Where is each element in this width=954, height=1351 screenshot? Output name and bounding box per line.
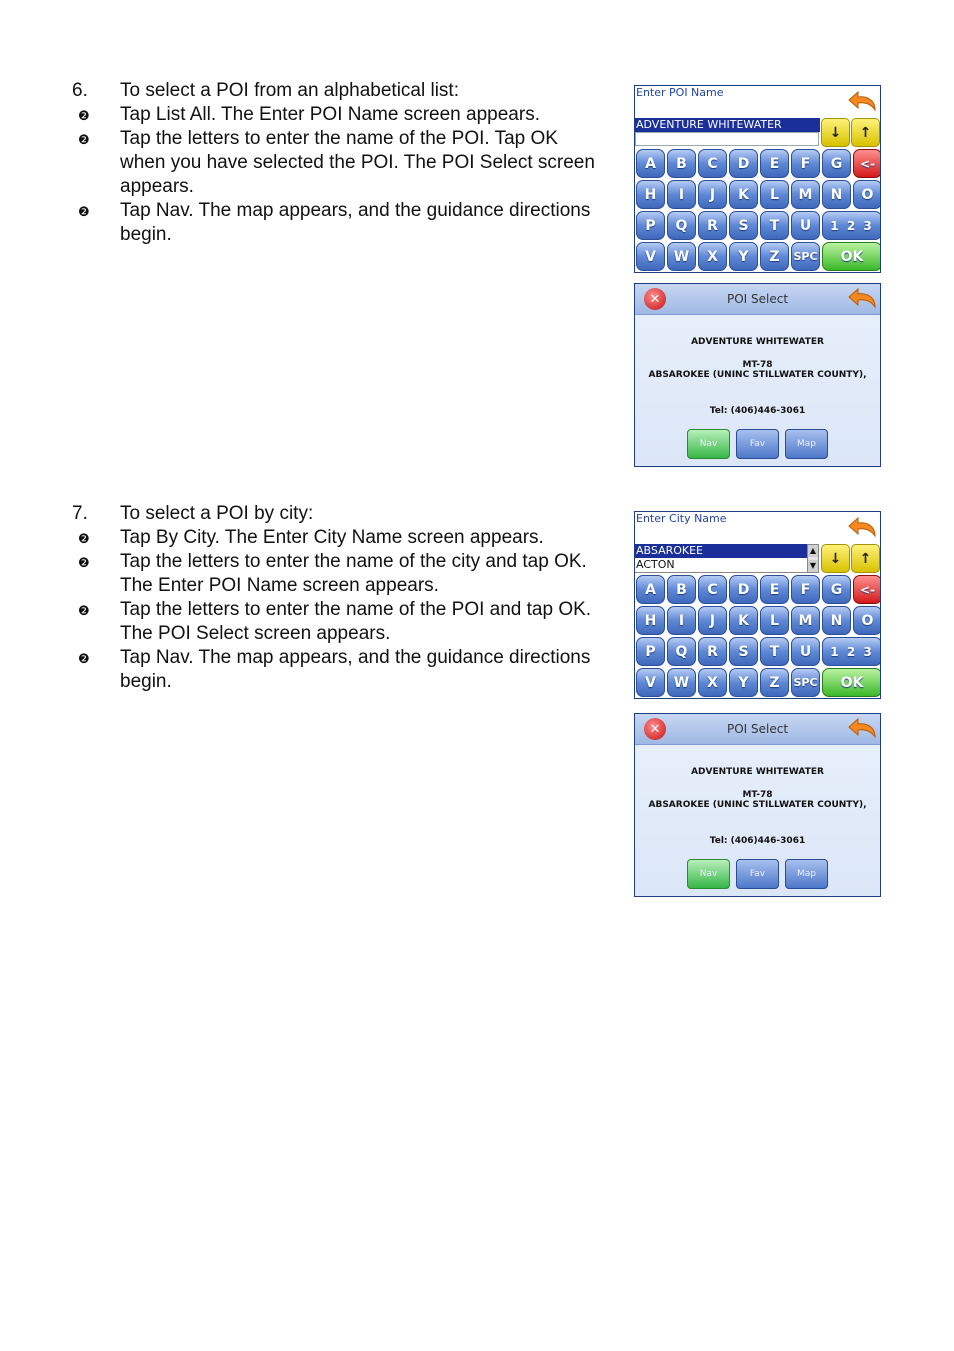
bullet-icon: ❷ [78, 651, 90, 666]
poi-name: ADVENTURE WHITEWATER [691, 337, 824, 347]
scroll-up-button[interactable]: ↑ [851, 544, 880, 573]
key-s[interactable]: S [729, 637, 758, 666]
key-h[interactable]: H [636, 180, 665, 209]
key-v[interactable]: V [636, 668, 665, 697]
key-b[interactable]: B [667, 575, 696, 604]
list-item [72, 598, 602, 646]
close-icon[interactable]: ✕ [644, 288, 666, 310]
key-x[interactable]: X [698, 242, 727, 271]
bullet-icon: ❷ [78, 132, 90, 147]
key-u[interactable]: U [791, 211, 820, 240]
screen-title: Enter City Name [636, 512, 727, 525]
key-i[interactable]: I [667, 180, 696, 209]
step-6-number: 6. [72, 80, 88, 101]
poi-select-screen [634, 713, 881, 897]
key-g[interactable]: G [822, 575, 851, 604]
poi-street: MT-78 [742, 360, 773, 370]
key-u[interactable]: U [791, 637, 820, 666]
keyboard [635, 574, 881, 698]
key-d[interactable]: D [729, 149, 758, 178]
enter-city-name-screen [634, 511, 881, 699]
fav-button[interactable]: Fav [736, 429, 779, 459]
key-d[interactable]: D [729, 575, 758, 604]
key-b[interactable]: B [667, 149, 696, 178]
scroll-down-button[interactable]: ↓ [821, 544, 850, 573]
scroll-up-button[interactable]: ↑ [851, 118, 880, 147]
key-c[interactable]: C [698, 149, 727, 178]
step-6 [72, 79, 602, 247]
key-f[interactable]: F [791, 149, 820, 178]
nav-button[interactable]: Nav [687, 429, 730, 459]
list-item [72, 526, 602, 550]
key-t[interactable]: T [760, 211, 789, 240]
key-y[interactable]: Y [729, 242, 758, 271]
key-m[interactable]: M [791, 180, 820, 209]
list-item [72, 550, 602, 598]
key-q[interactable]: Q [667, 637, 696, 666]
key-n[interactable]: N [822, 180, 851, 209]
key-p[interactable]: P [636, 637, 665, 666]
map-button[interactable]: Map [785, 859, 828, 889]
key-s[interactable]: S [729, 211, 758, 240]
bullet-icon: ❷ [78, 531, 90, 546]
key-h[interactable]: H [636, 606, 665, 635]
key-e[interactable]: E [760, 575, 789, 604]
poi-city: ABSAROKEE (UNINC STILLWATER COUNTY), [648, 800, 867, 810]
enter-poi-name-screen [634, 85, 881, 273]
step-6-bullets [72, 103, 602, 247]
poi-street: MT-78 [742, 790, 773, 800]
city-list-scrollbar[interactable] [807, 544, 819, 573]
step-7-heading-text: To select a POI by city: [120, 503, 314, 524]
key-g[interactable]: G [822, 149, 851, 178]
bullet-text: Tap the letters to enter the name of the city and tap OK. The Enter POI Name screen appears. [120, 551, 587, 596]
poi-phone: Tel: (406)446-3061 [709, 406, 806, 416]
poi-name: ADVENTURE WHITEWATER [691, 767, 824, 777]
step-7-number: 7. [72, 503, 88, 524]
key-k[interactable]: K [729, 180, 758, 209]
key-m[interactable]: M [791, 606, 820, 635]
bullet-icon: ❷ [78, 108, 90, 123]
key-e[interactable]: E [760, 149, 789, 178]
screen-header [635, 714, 880, 745]
list-item [72, 199, 602, 247]
poi-phone: Tel: (406)446-3061 [709, 836, 806, 846]
poi-name-field[interactable]: ADVENTURE WHITEWATER [635, 118, 820, 132]
key-l[interactable]: L [760, 180, 789, 209]
bullet-text: Tap the letters to enter the name of the POI and tap OK. The POI Select screen appears. [120, 599, 592, 644]
key-p[interactable]: P [636, 211, 665, 240]
key-w[interactable]: W [667, 242, 696, 271]
list-item [72, 127, 602, 199]
step-7 [72, 502, 602, 694]
bullet-text: Tap the letters to enter the name of the POI. Tap OK when you have selected the POI. The POI Select screen appears. [120, 128, 595, 197]
key-k[interactable]: K [729, 606, 758, 635]
key-r[interactable]: R [698, 211, 727, 240]
screen-header [635, 284, 880, 315]
key-l[interactable]: L [760, 606, 789, 635]
numbers-key[interactable]: 1 2 3 [822, 637, 881, 666]
screen-title: POI Select [726, 292, 789, 306]
step-7-bullets [72, 526, 602, 694]
key-c[interactable]: C [698, 575, 727, 604]
space-key[interactable]: SPC [791, 242, 820, 271]
screen-title: POI Select [726, 722, 789, 736]
bullet-icon: ❷ [78, 204, 90, 219]
map-button[interactable]: Map [785, 429, 828, 459]
bullet-icon: ❷ [78, 555, 90, 570]
bullet-icon: ❷ [78, 603, 90, 618]
step-7-heading [72, 502, 602, 526]
step-6-heading-text: To select a POI from an alphabetical list: [120, 80, 459, 101]
scroll-up-arrow-icon[interactable]: ▲ [809, 546, 817, 555]
key-o[interactable]: O [853, 180, 881, 209]
key-j[interactable]: J [698, 606, 727, 635]
key-a[interactable]: A [636, 149, 665, 178]
poi-select-screen [634, 283, 881, 467]
key-r[interactable]: R [698, 637, 727, 666]
nav-button[interactable]: Nav [687, 859, 730, 889]
back-arrow-icon[interactable] [848, 717, 878, 741]
key-i[interactable]: I [667, 606, 696, 635]
ok-button[interactable]: OK [822, 242, 881, 271]
city-list-item[interactable]: ABSAROKEE [635, 544, 807, 558]
poi-name-field-blank[interactable] [635, 132, 819, 146]
ok-button[interactable]: OK [822, 668, 881, 697]
key-j[interactable]: J [698, 180, 727, 209]
back-arrow-icon[interactable] [848, 516, 878, 540]
close-icon[interactable]: ✕ [644, 718, 666, 740]
backspace-key[interactable]: <- [853, 149, 881, 178]
fav-button[interactable]: Fav [736, 859, 779, 889]
bullet-text: Tap By City. The Enter City Name screen appears. [120, 527, 544, 548]
bullet-text: Tap Nav. The map appears, and the guidance directions begin. [120, 647, 591, 692]
key-y[interactable]: Y [729, 668, 758, 697]
key-f[interactable]: F [791, 575, 820, 604]
key-o[interactable]: O [853, 606, 881, 635]
key-z[interactable]: Z [760, 242, 789, 271]
bullet-text: Tap Nav. The map appears, and the guidance directions begin. [120, 200, 591, 245]
screen-title: Enter POI Name [636, 86, 724, 99]
key-t[interactable]: T [760, 637, 789, 666]
key-z[interactable]: Z [760, 668, 789, 697]
key-v[interactable]: V [636, 242, 665, 271]
key-w[interactable]: W [667, 668, 696, 697]
list-item [72, 646, 602, 694]
back-arrow-icon[interactable] [848, 90, 878, 114]
back-arrow-icon[interactable] [848, 287, 878, 311]
space-key[interactable]: SPC [791, 668, 820, 697]
list-item [72, 103, 602, 127]
key-n[interactable]: N [822, 606, 851, 635]
step-6-heading [72, 79, 602, 103]
city-list-item[interactable]: ACTON [635, 558, 807, 573]
key-q[interactable]: Q [667, 211, 696, 240]
keyboard [635, 148, 881, 272]
bullet-text: Tap List All. The Enter POI Name screen appears. [120, 104, 540, 125]
key-x[interactable]: X [698, 668, 727, 697]
backspace-key[interactable]: <- [853, 575, 881, 604]
poi-city: ABSAROKEE (UNINC STILLWATER COUNTY), [648, 370, 867, 380]
numbers-key[interactable]: 1 2 3 [822, 211, 881, 240]
key-a[interactable]: A [636, 575, 665, 604]
scroll-down-button[interactable]: ↓ [821, 118, 850, 147]
scroll-down-arrow-icon[interactable]: ▼ [809, 561, 817, 570]
